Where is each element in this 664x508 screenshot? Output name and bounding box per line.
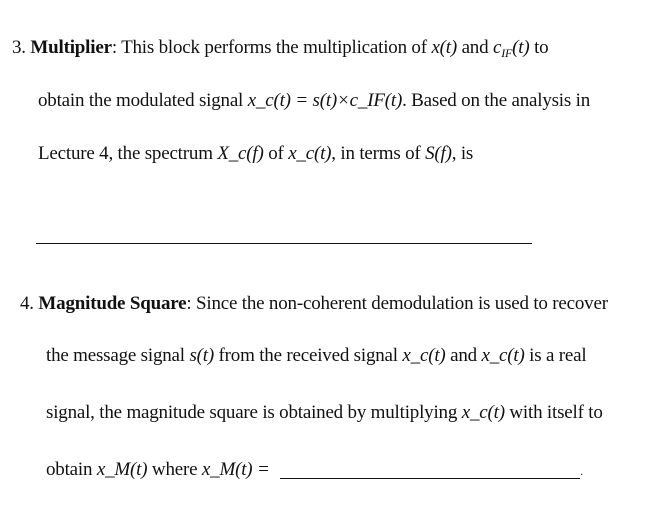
item4-line4 xyxy=(46,459,583,482)
item4-line4-text1: obtain xyxy=(46,459,93,480)
item3-line3 xyxy=(38,143,473,165)
item4-number: 4. xyxy=(20,293,34,314)
item4-period: . xyxy=(580,464,583,478)
item3-line2 xyxy=(38,90,590,112)
item3-of: of xyxy=(268,143,284,164)
item4-xc-expr-2: x_c(t) xyxy=(481,345,525,366)
item3-line2-text: obtain the modulated signal xyxy=(38,90,244,111)
item3-title: Multiplier xyxy=(30,37,112,58)
item3-answer-blank[interactable] xyxy=(36,243,532,244)
item4-where: where xyxy=(151,459,198,480)
item4-line3-text2: with itself to xyxy=(509,402,603,423)
item3-to: to xyxy=(534,37,549,58)
item3-spectrum-expr: X_c(f) xyxy=(217,143,264,164)
item4-line2-tail: is a real xyxy=(529,345,587,366)
item4-line2-text2: from the received signal xyxy=(218,345,398,366)
item3-modulated-expr: x_c(t) = s(t)×c_IF(t) xyxy=(247,90,403,111)
item4-line2 xyxy=(46,345,586,367)
item3-line1-text: : This block performs the multiplication of xyxy=(111,37,427,58)
item4-line3-text1: signal, the magnitude square is obtained by multiplying xyxy=(46,402,458,423)
item4-line1-text: : Since the non-coherent demodulation is used to recover xyxy=(186,293,608,314)
item4-answer-blank[interactable] xyxy=(280,478,580,479)
item3-sf-expr: S(f) xyxy=(425,143,452,164)
item3-and: and xyxy=(461,37,489,58)
item3-number: 3. xyxy=(12,37,26,58)
item4-xc-expr-3: x_c(t) xyxy=(461,402,505,423)
item3-expr-x: x(t) xyxy=(431,37,458,58)
item3-line3-text2: , in terms of xyxy=(331,143,421,164)
item3-line2-rest: . Based on the analysis in xyxy=(402,90,591,111)
item3-line3-text1: Lecture 4, the spectrum xyxy=(38,143,213,164)
item4-xm-expr-1: x_M(t) xyxy=(96,459,148,480)
item4-title: Magnitude Square xyxy=(38,293,187,314)
item4-line2-text1: the message signal xyxy=(46,345,185,366)
item4-xc-expr-1: x_c(t) xyxy=(402,345,446,366)
item3-expr-cif: $c_{IF}(t)$ xyxy=(492,37,530,60)
item3-xc-expr: x_c(t) xyxy=(288,143,332,164)
item4-and: and xyxy=(450,345,477,366)
item4-xm-expr-2: x_M(t) = xyxy=(201,459,270,480)
item3-line1 xyxy=(12,37,548,64)
item4-line3 xyxy=(46,402,603,424)
item3-line3-tail: , is xyxy=(451,143,474,164)
item4-line1 xyxy=(20,293,608,315)
item4-st-expr: s(t) xyxy=(189,345,214,366)
